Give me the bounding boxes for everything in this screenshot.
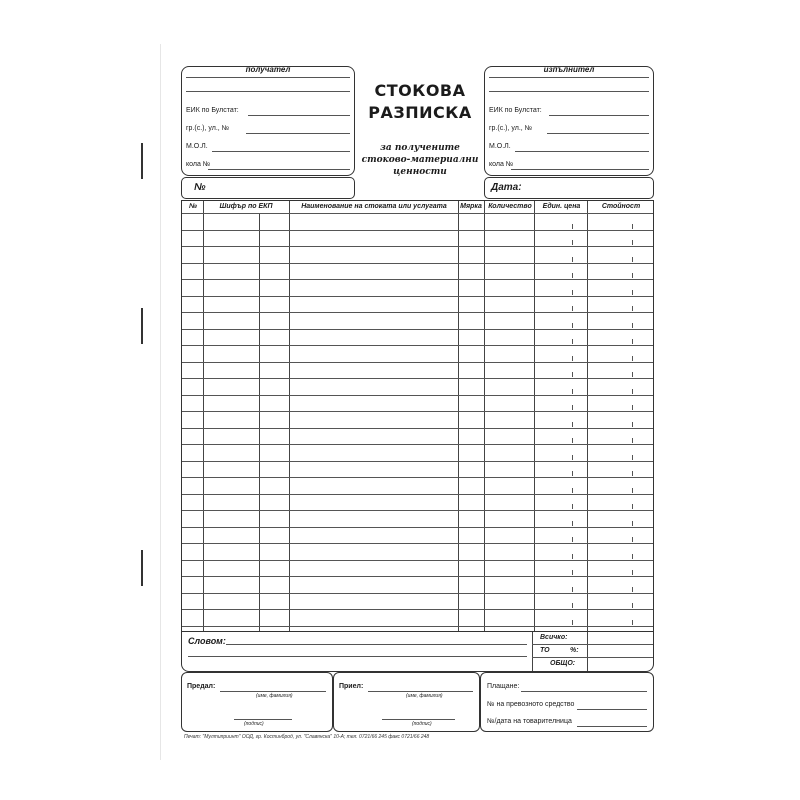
received-sign-line: [382, 719, 455, 720]
supplier-address-line: [547, 133, 649, 134]
grand-total-label: ОБЩО:: [550, 660, 576, 667]
supplier-eik-label: ЕИК по Булстат:: [489, 107, 542, 114]
table-row-line: [182, 263, 653, 264]
tax-percent: %:: [570, 647, 579, 654]
decimal-tick: [572, 570, 573, 575]
table-row-line: [182, 510, 653, 511]
subtitle-line-1: за получените: [380, 143, 460, 153]
tax-label: ТО: [540, 647, 550, 654]
col-divider: [587, 201, 588, 631]
number-label: №: [194, 182, 206, 193]
decimal-tick: [632, 438, 633, 443]
table-row-line: [182, 362, 653, 363]
table-row-line: [182, 230, 653, 231]
totals-divider: [587, 632, 588, 671]
decimal-tick: [572, 603, 573, 608]
table-row-line: [182, 378, 653, 379]
th-item-name: Наименование на стоката или услугата: [301, 203, 447, 210]
table-row-line: [182, 296, 653, 297]
decimal-tick: [572, 422, 573, 427]
subtitle-line-2: стоково-материални: [361, 155, 479, 165]
waybill-label: №/дата на товарителница: [487, 718, 572, 725]
printer-note: Печат: "Мултиприинт" ООД, гр. Костинброд, ул. "Славянска" 10-А; тел. 0721/66 245 факс 0721/66 248: [184, 734, 430, 740]
vehicle-label: № на превозното средство: [487, 701, 575, 708]
decimal-tick: [572, 323, 573, 328]
decimal-tick: [632, 537, 633, 542]
received-name-line: [368, 691, 473, 692]
title-line-1: СТОКОВА: [374, 81, 466, 100]
table-row-line: [182, 428, 653, 429]
col-divider: [289, 201, 290, 631]
table-row-line: [182, 329, 653, 330]
decimal-tick: [572, 356, 573, 361]
decimal-tick: [632, 521, 633, 526]
col-divider: [534, 201, 535, 631]
recipient-eik-line: [248, 115, 350, 116]
handed-name-line: [220, 691, 326, 692]
totals-row-line: [532, 657, 653, 658]
decimal-tick: [572, 587, 573, 592]
decimal-tick: [632, 554, 633, 559]
th-unit-price: Един. цена: [542, 203, 581, 210]
decimal-tick: [572, 405, 573, 410]
table-row-line: [182, 345, 653, 346]
document-subtitle: [355, 142, 485, 178]
table-row-line: [182, 461, 653, 462]
decimal-tick: [572, 339, 573, 344]
supplier-mol-line: [515, 151, 649, 152]
decimal-tick: [632, 389, 633, 394]
recipient-car-line: [208, 169, 350, 170]
supplier-mol-label: М.О.Л.: [489, 143, 511, 150]
handed-name-hint: (име, фамилия): [256, 693, 293, 699]
totals-row-line: [532, 644, 653, 645]
decimal-tick: [572, 224, 573, 229]
binder-mark-bottom: [141, 550, 143, 586]
supplier-car-label: кола №: [489, 161, 514, 168]
table-row-line: [182, 576, 653, 577]
recipient-mol-line: [212, 151, 350, 152]
handed-sign-hint: (подпис): [244, 721, 264, 727]
table-row-line: [182, 279, 653, 280]
document-title: [360, 80, 480, 124]
recipient-address-line: [246, 133, 350, 134]
supplier-name-line: [489, 91, 649, 92]
recipient-mol-label: М.О.Л.: [186, 143, 208, 150]
decimal-tick: [572, 488, 573, 493]
received-label: Приел:: [339, 683, 364, 690]
col-divider: [203, 201, 204, 631]
binder-mark-middle: [141, 308, 143, 344]
recipient-eik-label: ЕИК по Булстат:: [186, 107, 239, 114]
decimal-tick: [572, 471, 573, 476]
decimal-tick: [572, 257, 573, 262]
words-label: Словом:: [188, 636, 226, 646]
th-number: №: [188, 203, 198, 210]
decimal-tick: [572, 273, 573, 278]
total-label: Всичко:: [540, 634, 568, 641]
handed-box: [181, 672, 333, 732]
decimal-tick: [572, 240, 573, 245]
vehicle-line: [577, 709, 647, 710]
table-row-line: [182, 560, 653, 561]
decimal-tick: [632, 339, 633, 344]
items-table: [181, 200, 654, 632]
supplier-address-label: гр.(с.), ул., №: [489, 125, 533, 132]
decimal-tick: [632, 290, 633, 295]
words-line-2: [188, 656, 527, 657]
decimal-tick: [632, 455, 633, 460]
received-box: [333, 672, 480, 732]
decimal-tick: [632, 471, 633, 476]
decimal-tick: [572, 389, 573, 394]
supplier-car-line: [511, 169, 649, 170]
decimal-tick: [572, 455, 573, 460]
decimal-tick: [632, 257, 633, 262]
decimal-tick: [632, 587, 633, 592]
supplier-header: изпълнител: [543, 65, 595, 74]
supplier-box: [484, 66, 654, 176]
decimal-tick: [632, 240, 633, 245]
table-row-line: [182, 395, 653, 396]
recipient-box: [181, 66, 355, 176]
decimal-tick: [632, 603, 633, 608]
decimal-tick: [632, 405, 633, 410]
decimal-tick: [572, 554, 573, 559]
table-row-line: [182, 246, 653, 247]
decimal-tick: [632, 488, 633, 493]
recipient-name-line: [186, 91, 350, 92]
handed-sign-line: [234, 719, 292, 720]
totals-divider: [532, 632, 533, 671]
received-name-hint: (име, фамилия): [406, 693, 443, 699]
th-value: Стойност: [601, 203, 641, 210]
recipient-address-label: гр.(с.), ул., №: [186, 125, 230, 132]
table-row-line: [182, 411, 653, 412]
decimal-tick: [572, 620, 573, 625]
words-line-1: [226, 644, 527, 645]
recipient-header: получател: [245, 65, 291, 74]
decimal-tick: [572, 521, 573, 526]
decimal-tick: [632, 570, 633, 575]
th-unit: Мярка: [460, 203, 482, 210]
decimal-tick: [572, 372, 573, 377]
table-row-line: [182, 444, 653, 445]
received-sign-hint: (подпис): [412, 721, 432, 727]
decimal-tick: [572, 290, 573, 295]
th-quantity: Количество: [488, 203, 532, 210]
decimal-tick: [572, 504, 573, 509]
decimal-tick: [632, 620, 633, 625]
table-row-line: [182, 543, 653, 544]
decimal-tick: [632, 224, 633, 229]
decimal-tick: [632, 273, 633, 278]
table-row-line: [182, 609, 653, 610]
date-label: Дата:: [491, 182, 522, 193]
table-row-line: [182, 494, 653, 495]
waybill-line: [577, 726, 647, 727]
payment-box: [480, 672, 654, 732]
handed-label: Предал:: [187, 683, 216, 690]
decimal-tick: [572, 438, 573, 443]
number-box: [181, 177, 355, 199]
table-row-line: [182, 477, 653, 478]
payment-label: Плащане:: [487, 683, 520, 690]
th-ekp-code: Шифър по ЕКП: [219, 203, 273, 210]
decimal-tick: [632, 504, 633, 509]
payment-line: [521, 691, 647, 692]
decimal-tick: [632, 323, 633, 328]
date-box: [484, 177, 654, 199]
decimal-tick: [632, 306, 633, 311]
binder-mark-top: [141, 143, 143, 179]
table-row-line: [182, 593, 653, 594]
recipient-header-line: [186, 77, 350, 78]
table-row-line: [182, 312, 653, 313]
supplier-eik-line: [549, 115, 649, 116]
col-divider: [458, 201, 459, 631]
totals-section: [181, 632, 654, 672]
supplier-header-line: [489, 77, 649, 78]
table-row-line: [182, 527, 653, 528]
table-row-line: [182, 213, 653, 214]
decimal-tick: [572, 306, 573, 311]
decimal-tick: [572, 537, 573, 542]
decimal-tick: [632, 372, 633, 377]
recipient-car-label: кола №: [186, 161, 211, 168]
subtitle-line-3: ценности: [393, 167, 447, 177]
decimal-tick: [632, 356, 633, 361]
col-divider: [484, 201, 485, 631]
col-divider: [259, 213, 260, 631]
decimal-tick: [632, 422, 633, 427]
title-line-2: РАЗПИСКА: [368, 103, 472, 122]
table-row-line: [182, 626, 653, 627]
